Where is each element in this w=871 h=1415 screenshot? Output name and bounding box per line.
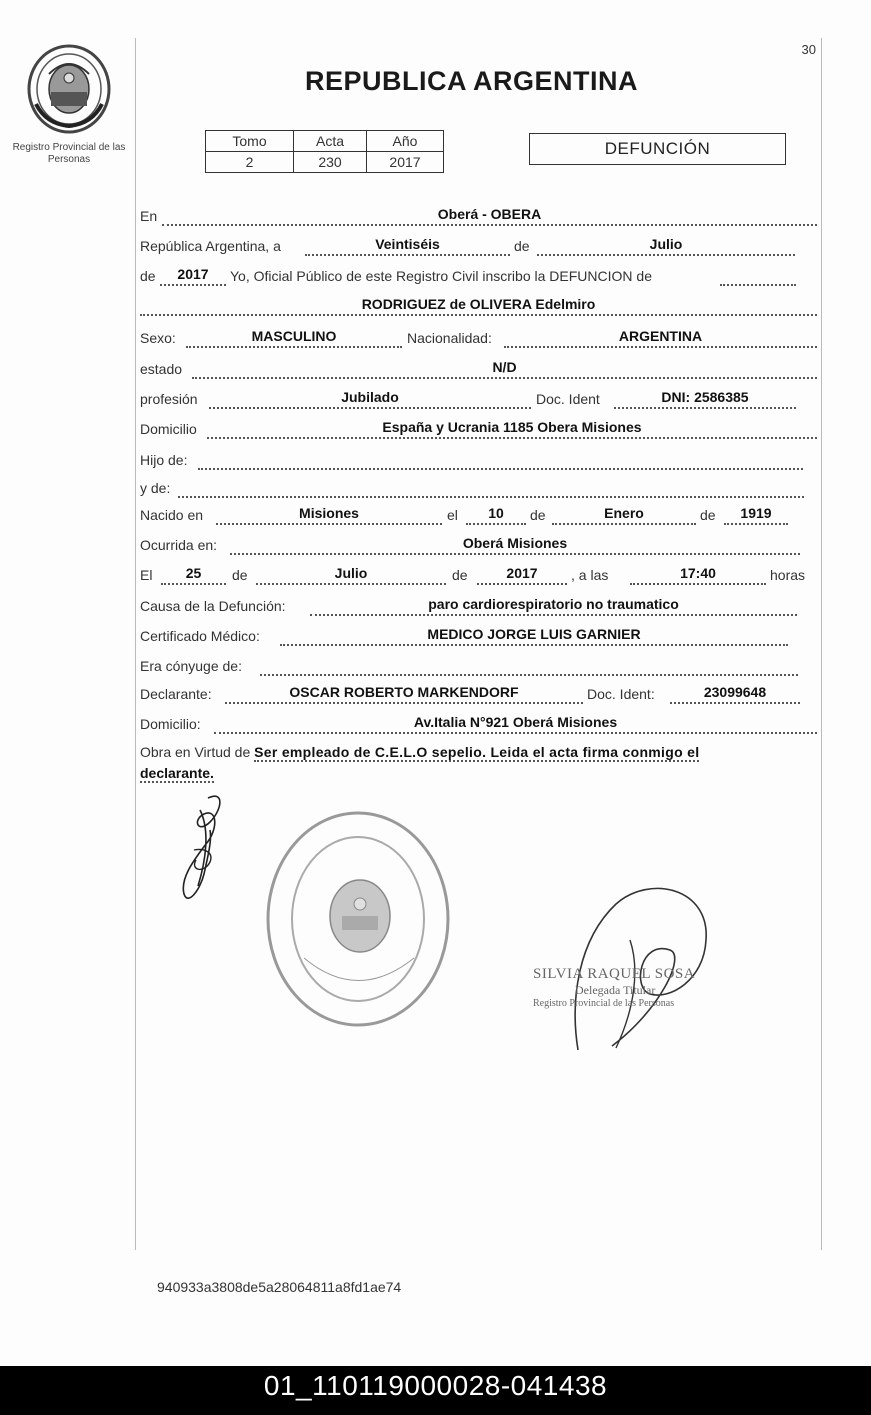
row-ocurrida — [140, 537, 817, 559]
row-declarante — [140, 686, 817, 708]
official-name: SILVIA RAQUEL SOSA — [533, 966, 696, 982]
label-domicilio: Domicilio — [140, 421, 197, 437]
field-obra-line2: declarante. — [140, 765, 214, 781]
provincial-seal-icon — [26, 44, 112, 134]
document-title: REPUBLICA ARGENTINA — [305, 66, 638, 96]
field-domicilio: España y Ucrania 1185 Obera Misiones — [207, 419, 817, 439]
field-declarante-domicilio: Av.Italia N°921 Oberá Misiones — [214, 714, 817, 734]
act-type-box: DEFUNCIÓN — [529, 133, 786, 165]
label-obra: Obra en Virtud de — [140, 744, 251, 760]
field-nacionalidad: ARGENTINA — [504, 328, 817, 348]
label-nacionalidad: Nacionalidad: — [407, 330, 492, 346]
field-def-hora: 17:40 — [630, 565, 766, 585]
field-declarante: OSCAR ROBERTO MARKENDORF — [225, 684, 583, 704]
volume-table — [205, 130, 444, 173]
obra-paragraph — [140, 742, 817, 784]
field-ocurrida-en: Oberá Misiones — [230, 535, 800, 555]
row-fecha — [140, 238, 817, 260]
label-republica: República Argentina, a — [140, 238, 281, 254]
field-yo-blank — [720, 266, 796, 286]
row-conyuge — [140, 658, 817, 680]
row-domicilio-declarante — [140, 716, 817, 738]
tomo-header: Tomo — [206, 131, 294, 152]
registro-label: Registro Provincial de las Personas — [12, 142, 126, 165]
row-fecha-defuncion — [140, 567, 817, 589]
field-def-dia: 25 — [161, 565, 226, 585]
field-conyuge — [260, 656, 798, 676]
field-profesion: Jubilado — [209, 389, 531, 409]
field-obra-line1: Ser empleado de C.E.L.O sepelio. Leida el acta firma conmigo el — [254, 744, 700, 760]
label-de-1: de — [514, 238, 530, 254]
field-nac-dia: 10 — [466, 505, 526, 525]
field-declarante-doc: 23099648 — [670, 684, 800, 704]
official-org: Registro Provincial de las Personas — [533, 998, 675, 1009]
row-yo — [140, 268, 817, 290]
label-El: El — [140, 567, 153, 583]
label-causa: Causa de la Defunción: — [140, 598, 286, 614]
label-conyuge: Era cónyuge de: — [140, 658, 242, 674]
label-hijo-de: Hijo de: — [140, 452, 188, 468]
label-nacido-en: Nacido en — [140, 507, 204, 523]
official-block — [533, 966, 695, 1009]
field-causa: paro cardiorespiratorio no traumatico — [310, 596, 797, 616]
row-domicilio — [140, 421, 817, 443]
field-certificado: MEDICO JORGE LUIS GARNIER — [280, 626, 788, 646]
label-de-4: de — [700, 507, 716, 523]
document-hash: 940933a3808de5a28064811a8fd1ae74 — [157, 1279, 402, 1295]
acta-value: 230 — [294, 152, 367, 173]
field-mes: Julio — [537, 236, 795, 256]
field-estado: N/D — [192, 359, 817, 379]
label-declarante: Declarante: — [140, 686, 212, 702]
label-el-1: el — [447, 507, 458, 523]
label-profesion: profesión — [140, 391, 198, 407]
field-dni: DNI: 2586385 — [614, 389, 796, 409]
right-margin-line — [821, 38, 822, 1250]
page-number: 30 — [801, 42, 816, 57]
label-sexo: Sexo: — [140, 330, 176, 346]
field-sexo: MASCULINO — [186, 328, 402, 348]
label-y-de: y de: — [140, 480, 171, 496]
field-anio: 2017 — [160, 266, 226, 286]
anio-value: 2017 — [367, 152, 444, 173]
field-lugar: Oberá - OBERA — [162, 206, 817, 226]
label-certificado: Certificado Médico: — [140, 628, 260, 644]
label-de-3: de — [530, 507, 546, 523]
label-de-2: de — [140, 268, 156, 284]
row-lugar — [140, 208, 817, 230]
label-de-6: de — [452, 567, 468, 583]
registry-stamp-icon — [264, 808, 452, 1030]
field-def-anio: 2017 — [477, 565, 567, 585]
label-domicilio-2: Domicilio: — [140, 716, 201, 732]
field-nac-anio: 1919 — [724, 505, 788, 525]
field-dia-texto: Veintiséis — [305, 236, 510, 256]
label-en: En — [140, 208, 158, 224]
anio-header: Año — [367, 131, 444, 152]
label-doc-ident-2: Doc. Ident: — [587, 686, 655, 702]
row-estado — [140, 361, 817, 383]
label-estado: estado — [140, 361, 183, 377]
row-nacido — [140, 507, 817, 529]
label-horas: horas — [770, 567, 806, 583]
field-nac-mes: Enero — [552, 505, 696, 525]
field-hijo-de — [198, 450, 803, 470]
field-y-de — [178, 478, 804, 498]
row-y-de — [140, 480, 817, 502]
label-doc-ident: Doc. Ident — [536, 391, 600, 407]
row-nombre — [140, 298, 817, 320]
label-ocurrida-en: Ocurrida en: — [140, 537, 218, 553]
declarante-signature-icon — [170, 790, 230, 908]
tomo-value: 2 — [206, 152, 294, 173]
official-role: Delegada Titular — [575, 983, 656, 997]
acta-header: Acta — [294, 131, 367, 152]
field-nombre: RODRIGUEZ de OLIVERA Edelmiro — [140, 296, 817, 316]
row-causa — [140, 598, 817, 620]
label-de-5: de — [232, 567, 248, 583]
footer-id-bar: 01_110119000028-041438 — [0, 1366, 871, 1415]
row-hijo-de — [140, 452, 817, 474]
label-yo: Yo, Oficial Público de este Registro Civil inscribo la DEFUNCION de — [230, 268, 652, 284]
row-profesion — [140, 391, 817, 413]
left-margin-line — [135, 38, 136, 1250]
row-certificado — [140, 628, 817, 650]
label-a-las: , a las — [571, 567, 609, 583]
field-def-mes: Julio — [256, 565, 446, 585]
row-sexo — [140, 330, 817, 352]
field-nacido-en: Misiones — [216, 505, 442, 525]
